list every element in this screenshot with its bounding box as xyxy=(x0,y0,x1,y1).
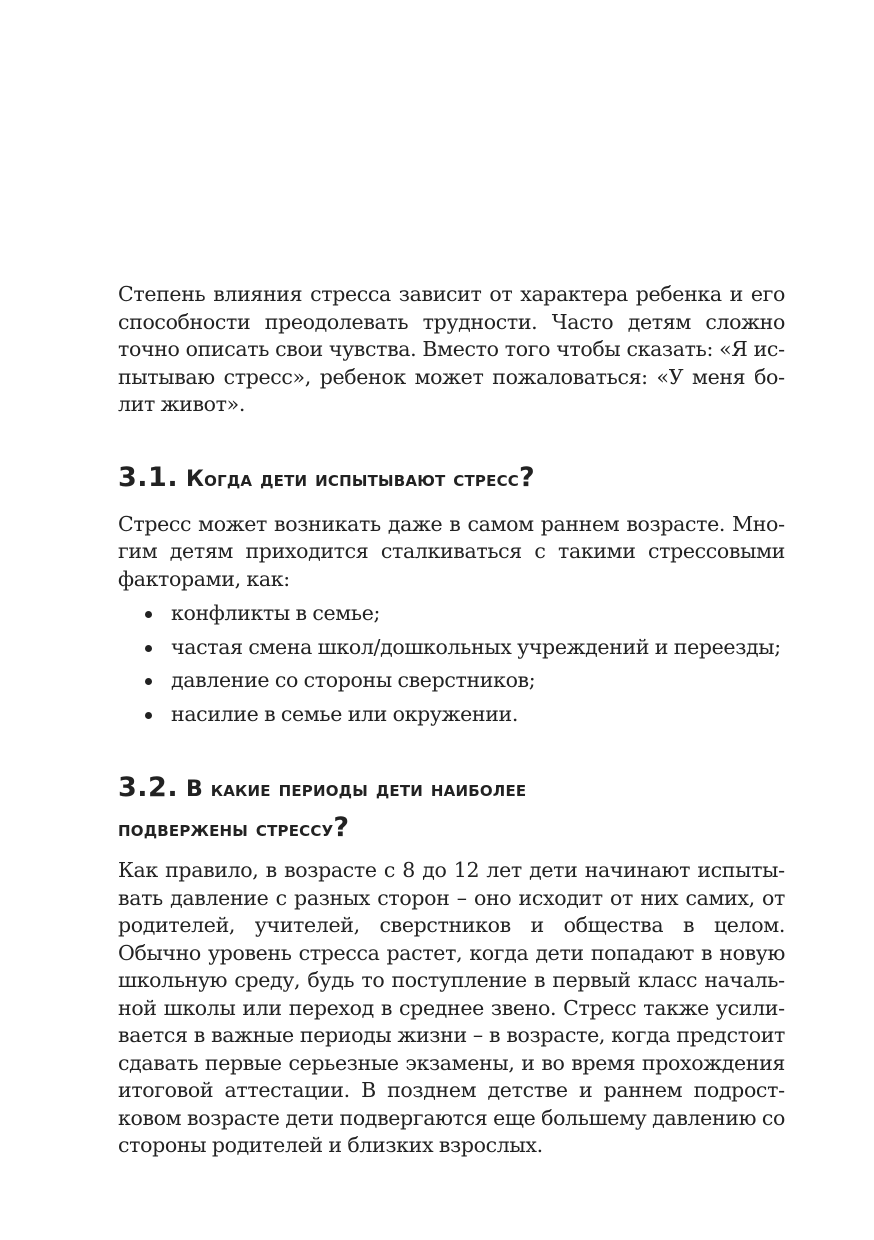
section-3-1-question-mark: ? xyxy=(519,461,535,493)
list-item xyxy=(118,698,785,732)
bullet-icon xyxy=(145,712,152,719)
section-3-2-title-line1: В какие периоды дети наиболее xyxy=(185,777,527,802)
bullet-icon xyxy=(145,611,152,618)
section-3-1-number: 3.1. xyxy=(118,461,179,493)
page-content xyxy=(118,281,785,1160)
section-3-1-heading xyxy=(118,459,785,499)
section-3-2-number: 3.2. xyxy=(118,772,179,803)
section-3-2-title-line2: подвержены стрессу xyxy=(118,817,334,842)
section-3-2-paragraph: Как правило, в возрасте с 8 до 12 лет дети начинают испытывать давление с разных сторон – оно исходит от них самих, от родителей, учителей, сверстников и общества в целом. Обычно уровень стресса растет, когда дети попадают в новую школьную среду, будь то поступление в первый класс начальной школы или переход в среднее звено. Стресс также усиливается в важные периоды жизни – в возрасте, когда предстоит сдавать первые серьезные экзамены, и во время прохождения итоговой аттестации. В позднем детстве и раннем подростковом возрасте дети подвергаются еще большему давлению со стороны родителей и близких взрослых. xyxy=(118,858,785,1157)
list-item-text: частая смена школ/дошкольных учреждений и переезды; xyxy=(171,634,781,659)
list-item xyxy=(118,631,785,665)
section-3-2-question-mark: ? xyxy=(333,812,350,843)
bullet-icon xyxy=(145,678,152,685)
stress-factors-list xyxy=(118,597,785,731)
section-3-1-title: Когда дети испытывают стресс xyxy=(185,466,519,492)
section-3-1-paragraph: Стресс может возникать даже в самом раннем возрасте. Многим детям приходится сталкиваться с такими стрессовыми факторами, как: xyxy=(118,511,785,591)
list-item-text: насилие в семье или окружении. xyxy=(171,701,518,726)
list-item-text: конфликты в семье; xyxy=(171,601,381,625)
list-item xyxy=(118,597,785,631)
list-item xyxy=(118,664,785,698)
list-item-text: давление со стороны сверстников; xyxy=(171,668,536,692)
intro-paragraph: Степень влияния стресса зависит от характера ребенка и его способности преодолевать трудности. Часто детям сложно точно описать свои чувства. Вместо того чтобы сказать: «Я испытываю стресс», ребенок может пожаловаться: «У меня болит живот». xyxy=(118,282,785,416)
section-3-2-heading xyxy=(118,769,785,849)
bullet-icon xyxy=(145,645,152,652)
